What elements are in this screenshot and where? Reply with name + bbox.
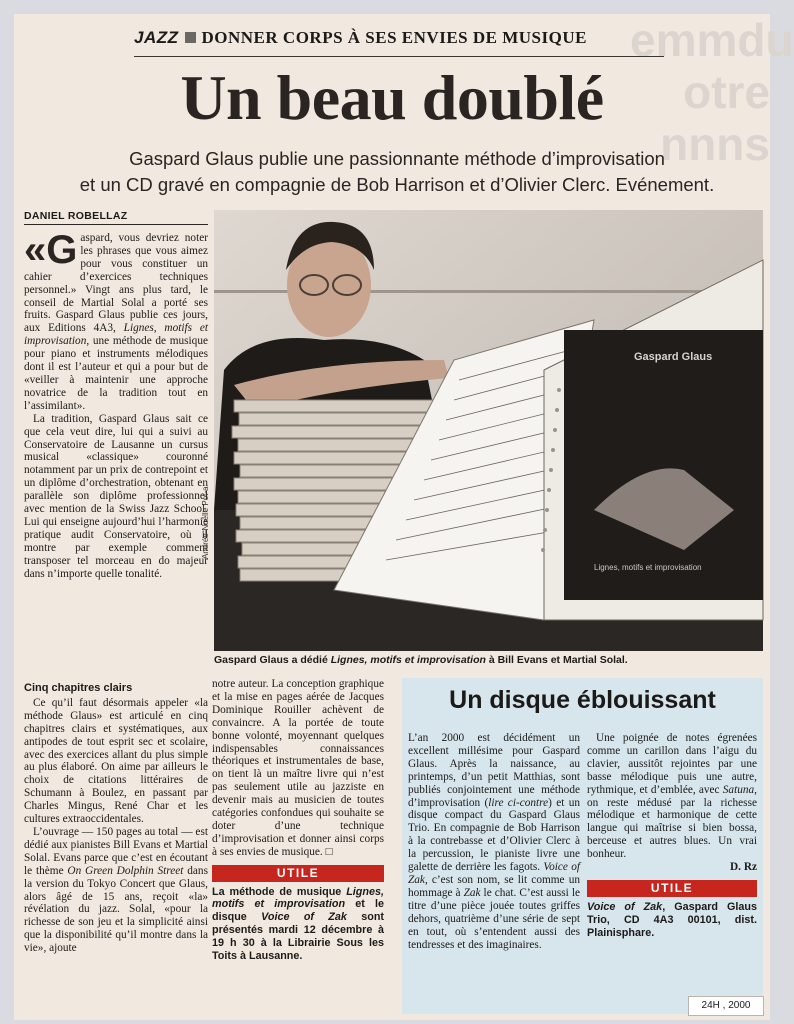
- article-paragraph: La tradition, Gaspard Glaus sait ce que cela veut dire, lui qui a suivi au Conservatoire de Lausanne un cursus musical «classique» couronné notamment par un prix de contrepoint et un diplôme d’orchestration, obtenant en parallèle son diplôme professionnel avec mention de la Swiss Jazz School. Lui qui enseigne aujourd’hui l’harmonie pratique audit Conservatoire, où il montre par exemple comment transposer tel morceau en do majeur dans n’importe quelle tonalité.: [24, 412, 208, 580]
- deck: Gaspard Glaus publie une passionnante méthode d’improvisation et un CD gravé en compagnie de Bob Harrison et d’Olivier Clerc. Evénement.: [79, 148, 715, 195]
- article-paragraph: notre auteur. La conception graphique et la mise en pages aérée de Jacques Dominique Rouiller achèvent de convaincre. A la portée de toute bonne volonté, moyennant quelques indispensables connaissances théoriques et instrumentales de base, on tient là un maître livre qui n’est pas seulement utile au jazziste en devenir mais au musicien de toutes catégories confondues qui souhaite se doter d’une technique d’improvisation et donner ainsi corps à ses envies de musique. □: [212, 678, 384, 858]
- newspaper-page: [14, 14, 794, 1020]
- photo-credit: Andrée-Noëlle Pot-a: [201, 486, 210, 559]
- disc-info: Voice of Zak, Gaspard Glaus Trio, CD 4A3 00101, dist. Plainisphare.: [587, 900, 758, 939]
- headline: Un beau doublé: [180, 62, 604, 133]
- bleed-through-text: emmdu otre nnns: [630, 14, 794, 170]
- byline: DANIEL ROBELLAZ: [24, 210, 208, 225]
- section-rubric: [134, 28, 664, 57]
- event-info: La méthode de musique Lignes, motifs et improvisation et le disque Voice of Zak sont présentés mardi 12 décembre à 19 h 30 à la Librairie Sous les Toits à Lausanne.: [212, 885, 385, 962]
- article-paragraph: Ce qu’il faut désormais appeler «la méthode Glaus» est articulé en cinq chapitres clairs et systématiques, aux antipodes de tout esprit sec et scolaire, avec des exercices allant du plus simple au plus élaboré. On aime par ailleurs le choix de citations littéraires de Schumann à Boulez, en passant par Charles Mingus, René Char et les cultures extraoccidentales.: [24, 696, 208, 826]
- photo-caption: Gaspard Glaus a dédié Lignes, motifs et improvisation à Bill Evans et Martial Solal.: [214, 654, 628, 666]
- book-cover-title: Gaspard Glaus: [634, 351, 713, 363]
- sidebar-paragraph: L’an 2000 est décidément un excellent millésime pour Gaspard Glaus. Après la naissance, au printemps, d’un petit Matthias, sont publiés conjointement une méthode d’improvisation (lire ci-contre) et un disque compact du Gaspard Glaus Trio. En compagnie de Bob Harrison à la contrebasse et d’Olivier Clerc à la percussion, le pianiste livre une galette de derrière les fagots. Voice of Zak, c’est son nom, se lit comme un hommage à Zak le chat. C’est aussi le titre d’une pièce jouée toutes griffes dehors, quatrième d’une série de sept en tout, où s’entendent aussi des tendresses et des imaginaires.: [408, 732, 580, 951]
- sidebar-column-1: [408, 732, 580, 951]
- section-label: JAZZ: [134, 28, 179, 47]
- article-paragraph: L’ouvrage — 150 pages au total — est dédié aux pianistes Bill Evans et Martial Solal. Evans parce que c’est en écoutant le thème On Green Dolphin Street dans la version du Tokyo Concert que Glaus, alors âgé de 15 ans, reçoit «la» révélation du jazz. Solal, «pour la richesse de son jeu et la simplicité ainsi que la disponibilité qu’il montre dans la vie», ajoute: [24, 825, 208, 955]
- kicker: DONNER CORPS À SES ENVIES DE MUSIQUE: [201, 28, 587, 47]
- dropcap: «G: [24, 228, 78, 272]
- utile-banner: UTILE: [212, 865, 384, 882]
- rubric-square-icon: [185, 32, 196, 43]
- utile-banner-2: UTILE: [587, 880, 757, 897]
- article-column-1-lower: [24, 674, 208, 955]
- sidebar-column-2: [587, 732, 757, 939]
- archive-stamp: 24H , 2000: [688, 996, 764, 1016]
- sidebar-paragraph: Une poignée de notes égrenées comme un carillon dans l’aigu du clavier, aussitôt rejointes par une basse mélodique puis une autre, rythmique, et d’emblée, avec Satuna, on reste médusé par la richesse mélodique et harmonique de cette langue qui maîtrise si bien bossa, berceuse et autres blues. Un vrai bonheur.: [587, 732, 757, 861]
- article-column-2: [212, 678, 384, 962]
- photo-illustration: [214, 210, 763, 651]
- sidebar-signature: D. Rz: [730, 861, 757, 874]
- article-paragraph: «Gaspard, vous devriez noter les phrases que vous aimez pour vous constituer un cahier d’exercices techniques personnel.» Vingt ans plus tard, le conseil de Martial Solal a porté ses fruits. Gaspard Glaus publie ces jours, aux Editions 4A3, Lignes, motifs et improvisation, une méthode de musique pour piano et instruments mélodiques dont il est l’auteur et qui a pour but de «veiller à maintenir une approche novatrice de la tradition tout en l’assimilant».: [24, 228, 208, 412]
- sidebar-title: Un disque éblouissant: [449, 686, 716, 714]
- article-column-1: [24, 228, 208, 580]
- article-photo: [214, 210, 763, 651]
- subhead: Cinq chapitres clairs: [24, 682, 133, 694]
- book-cover-subtitle: Lignes, motifs et improvisation: [594, 563, 702, 572]
